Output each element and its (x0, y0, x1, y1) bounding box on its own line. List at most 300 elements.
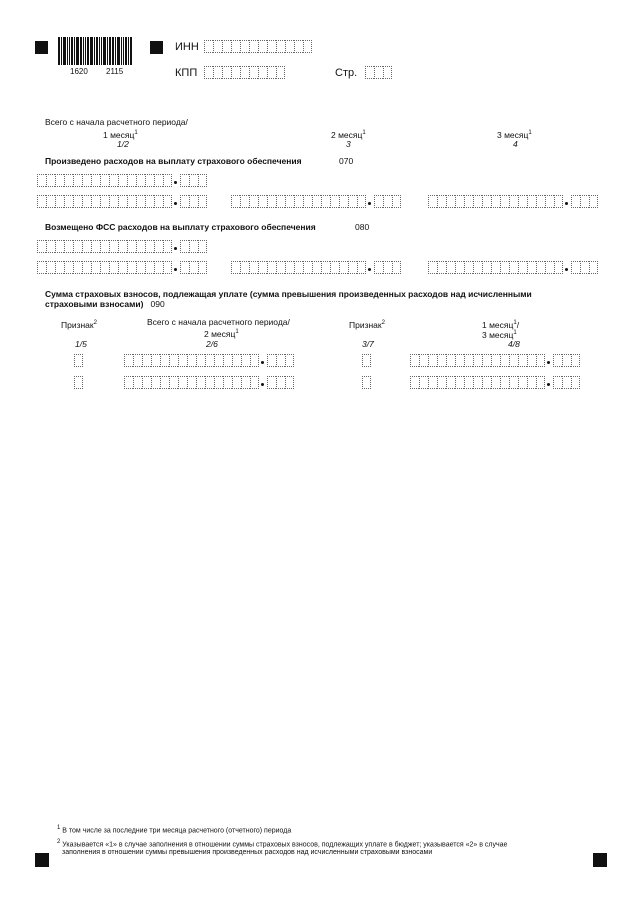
input-cell[interactable] (189, 240, 198, 253)
input-cell[interactable] (64, 174, 73, 187)
input-cell[interactable] (362, 376, 371, 389)
input-cell[interactable] (455, 195, 464, 208)
input-cell[interactable] (118, 240, 127, 253)
input-cell[interactable] (455, 376, 464, 389)
input-cell[interactable] (180, 174, 189, 187)
input-cell[interactable] (518, 261, 527, 274)
input-cell[interactable] (357, 195, 366, 208)
input-cell[interactable] (100, 240, 109, 253)
input-cell[interactable] (240, 66, 249, 79)
total-label-line2: 2 месяц$^1$ (204, 328, 239, 339)
input-cell[interactable] (527, 261, 536, 274)
input-cell[interactable] (55, 174, 64, 187)
input-cell[interactable] (189, 174, 198, 187)
page-number-field[interactable] (365, 66, 392, 79)
input-cell[interactable] (536, 376, 545, 389)
input-cell[interactable] (231, 195, 240, 208)
period-col2-label: 2 месяц$^1$ (331, 129, 366, 140)
input-cell[interactable] (241, 354, 250, 367)
input-cell[interactable] (509, 261, 518, 274)
input-cell[interactable] (82, 195, 91, 208)
input-cell[interactable] (196, 354, 205, 367)
input-cell[interactable] (374, 261, 383, 274)
input-cell[interactable] (142, 376, 151, 389)
barcode-bar (128, 37, 129, 65)
input-cell[interactable] (73, 261, 82, 274)
input-cell[interactable] (276, 376, 285, 389)
input-cell[interactable] (276, 66, 285, 79)
input-cell[interactable] (241, 376, 250, 389)
input-cell[interactable] (383, 261, 392, 274)
input-cell[interactable] (339, 195, 348, 208)
input-cell[interactable] (250, 354, 259, 367)
input-cell[interactable] (154, 174, 163, 187)
barcode-bar (83, 37, 84, 65)
input-cell[interactable] (589, 261, 598, 274)
input-cell[interactable] (204, 66, 213, 79)
input-cell[interactable] (64, 240, 73, 253)
input-cell[interactable] (571, 195, 580, 208)
input-cell[interactable] (473, 261, 482, 274)
section-090-label-line1: Сумма страховых взносов, подлежащая уплате (сумма превышения произведенных расходов над исчисленными (45, 289, 532, 299)
input-cell[interactable] (500, 376, 509, 389)
input-cell[interactable] (518, 195, 527, 208)
input-cell[interactable] (428, 376, 437, 389)
input-cell[interactable] (374, 195, 383, 208)
input-cell[interactable] (464, 376, 473, 389)
input-cell[interactable] (124, 376, 133, 389)
input-cell[interactable] (223, 376, 232, 389)
input-cell[interactable] (180, 195, 189, 208)
input-cell[interactable] (118, 261, 127, 274)
period-col1-label: 1 месяц$^1$ (103, 129, 138, 140)
input-cell[interactable] (545, 261, 554, 274)
section-080-label: Возмещено ФСС расходов на выплату страхового обеспечения (45, 222, 316, 232)
right-label-line1: 1 месяц$^1$/ (482, 319, 520, 330)
input-cell[interactable] (527, 195, 536, 208)
input-cell[interactable] (73, 174, 82, 187)
input-cell[interactable] (482, 376, 491, 389)
section-070-month2[interactable] (231, 195, 401, 208)
input-cell[interactable] (91, 261, 100, 274)
input-cell[interactable] (91, 195, 100, 208)
input-cell[interactable] (196, 376, 205, 389)
registration-mark-top-right (150, 41, 163, 54)
input-cell[interactable] (214, 376, 223, 389)
input-cell[interactable] (276, 195, 285, 208)
input-cell[interactable] (232, 354, 241, 367)
section-090-month-row1[interactable] (410, 354, 580, 367)
input-cell[interactable] (240, 195, 249, 208)
sign-right-row1[interactable] (362, 354, 371, 367)
input-cell[interactable] (276, 40, 285, 53)
input-cell[interactable] (258, 66, 267, 79)
sign-left-code: 1/5 (75, 339, 87, 349)
section-080-month1-row1[interactable] (37, 240, 207, 253)
section-070-month3[interactable] (428, 195, 598, 208)
registration-mark-bottom-right (593, 853, 607, 867)
input-cell[interactable] (455, 261, 464, 274)
input-cell[interactable] (127, 240, 136, 253)
input-cell[interactable] (267, 354, 276, 367)
section-090-month-row2[interactable] (410, 376, 580, 389)
input-cell[interactable] (249, 66, 258, 79)
period-col3-code: 4 (513, 139, 518, 149)
input-cell[interactable] (321, 195, 330, 208)
input-cell[interactable] (509, 354, 518, 367)
sign-left-row1[interactable] (74, 354, 83, 367)
input-cell[interactable] (589, 195, 598, 208)
barcode-bar (130, 37, 132, 65)
input-cell[interactable] (285, 195, 294, 208)
kpp-field[interactable] (204, 66, 285, 79)
input-cell[interactable] (55, 240, 64, 253)
input-cell[interactable] (491, 354, 500, 367)
input-cell[interactable] (554, 261, 563, 274)
input-cell[interactable] (285, 376, 294, 389)
barcode-bar (87, 37, 89, 65)
input-cell[interactable] (473, 195, 482, 208)
input-cell[interactable] (267, 195, 276, 208)
input-cell[interactable] (365, 66, 374, 79)
input-cell[interactable] (527, 376, 536, 389)
input-cell[interactable] (187, 354, 196, 367)
input-cell[interactable] (222, 66, 231, 79)
input-cell[interactable] (571, 354, 580, 367)
input-cell[interactable] (500, 261, 509, 274)
input-cell[interactable] (491, 376, 500, 389)
input-cell[interactable] (464, 261, 473, 274)
barcode-bar (109, 37, 111, 65)
input-cell[interactable] (500, 195, 509, 208)
input-cell[interactable] (127, 174, 136, 187)
input-cell[interactable] (294, 261, 303, 274)
input-cell[interactable] (392, 261, 401, 274)
input-cell[interactable] (419, 354, 428, 367)
input-cell[interactable] (100, 261, 109, 274)
input-cell[interactable] (491, 261, 500, 274)
input-cell[interactable] (428, 354, 437, 367)
input-cell[interactable] (482, 261, 491, 274)
input-cell[interactable] (374, 66, 383, 79)
sign-right-row2[interactable] (362, 376, 371, 389)
input-cell[interactable] (198, 240, 207, 253)
kpp-label: КПП (175, 67, 198, 79)
section-070-month1-row2[interactable] (37, 195, 207, 208)
input-cell[interactable] (127, 195, 136, 208)
input-cell[interactable] (446, 195, 455, 208)
input-cell[interactable] (571, 376, 580, 389)
footnote-2-line1: 2 Указывается «1» в случае заполнения в отношении суммы страховых взносов, подлежащих уплате в бюджет; указывается «2» в случае (57, 839, 508, 849)
input-cell[interactable] (527, 354, 536, 367)
input-cell[interactable] (410, 376, 419, 389)
input-cell[interactable] (473, 376, 482, 389)
inn-field[interactable] (204, 40, 312, 53)
input-cell[interactable] (222, 40, 231, 53)
input-cell[interactable] (136, 240, 145, 253)
input-cell[interactable] (545, 195, 554, 208)
input-cell[interactable] (154, 240, 163, 253)
input-cell[interactable] (154, 195, 163, 208)
input-cell[interactable] (145, 261, 154, 274)
input-cell[interactable] (464, 195, 473, 208)
input-cell[interactable] (249, 40, 258, 53)
input-cell[interactable] (383, 195, 392, 208)
input-cell[interactable] (169, 354, 178, 367)
input-cell[interactable] (446, 261, 455, 274)
barcode-bar (103, 37, 106, 65)
input-cell[interactable] (509, 376, 518, 389)
section-070-month1-row1[interactable] (37, 174, 207, 187)
input-cell[interactable] (276, 354, 285, 367)
input-cell[interactable] (231, 40, 240, 53)
input-cell[interactable] (482, 354, 491, 367)
input-cell[interactable] (303, 195, 312, 208)
input-cell[interactable] (178, 354, 187, 367)
input-cell[interactable] (428, 261, 437, 274)
input-cell[interactable] (145, 195, 154, 208)
input-cell[interactable] (267, 40, 276, 53)
input-cell[interactable] (136, 195, 145, 208)
input-cell[interactable] (37, 261, 46, 274)
input-cell[interactable] (231, 66, 240, 79)
input-cell[interactable] (455, 354, 464, 367)
input-cell[interactable] (37, 195, 46, 208)
input-cell[interactable] (285, 261, 294, 274)
input-cell[interactable] (213, 40, 222, 53)
input-cell[interactable] (91, 174, 100, 187)
input-cell[interactable] (169, 376, 178, 389)
input-cell[interactable] (109, 195, 118, 208)
barcode-bar (90, 37, 93, 65)
input-cell[interactable] (258, 40, 267, 53)
input-cell[interactable] (357, 261, 366, 274)
input-cell[interactable] (100, 195, 109, 208)
input-cell[interactable] (198, 174, 207, 187)
input-cell[interactable] (267, 66, 276, 79)
input-cell[interactable] (536, 354, 545, 367)
input-cell[interactable] (82, 261, 91, 274)
input-cell[interactable] (348, 195, 357, 208)
input-cell[interactable] (118, 174, 127, 187)
input-cell[interactable] (151, 376, 160, 389)
barcode-bar (99, 37, 100, 65)
input-cell[interactable] (312, 195, 321, 208)
input-cell[interactable] (163, 261, 172, 274)
input-cell[interactable] (482, 195, 491, 208)
input-cell[interactable] (189, 195, 198, 208)
section-080-month1-row2[interactable] (37, 261, 207, 274)
barcode-number-2: 2115 (106, 67, 124, 76)
input-cell[interactable] (419, 376, 428, 389)
input-cell[interactable] (163, 174, 172, 187)
input-cell[interactable] (109, 240, 118, 253)
barcode-bar (101, 37, 102, 65)
input-cell[interactable] (136, 174, 145, 187)
input-cell[interactable] (204, 40, 213, 53)
input-cell[interactable] (437, 195, 446, 208)
registration-mark-bottom-left (35, 853, 49, 867)
input-cell[interactable] (518, 376, 527, 389)
barcode-bar (96, 37, 98, 65)
period-col3-label: 3 месяц$^1$ (497, 129, 532, 140)
input-cell[interactable] (580, 261, 589, 274)
input-cell[interactable] (258, 195, 267, 208)
input-cell[interactable] (82, 240, 91, 253)
input-cell[interactable] (410, 354, 419, 367)
input-cell[interactable] (464, 354, 473, 367)
barcode-bar (125, 37, 127, 65)
input-cell[interactable] (55, 261, 64, 274)
input-cell[interactable] (145, 174, 154, 187)
barcode-bar (69, 37, 70, 65)
input-cell[interactable] (64, 195, 73, 208)
input-cell[interactable] (330, 261, 339, 274)
input-cell[interactable] (392, 195, 401, 208)
input-cell[interactable] (178, 376, 187, 389)
section-080-month3[interactable] (428, 261, 598, 274)
input-cell[interactable] (554, 195, 563, 208)
input-cell[interactable] (37, 240, 46, 253)
period-col2-code: 3 (346, 139, 351, 149)
input-cell[interactable] (46, 174, 55, 187)
input-cell[interactable] (267, 376, 276, 389)
input-cell[interactable] (109, 261, 118, 274)
input-cell[interactable] (55, 195, 64, 208)
input-cell[interactable] (303, 261, 312, 274)
barcode-bar (85, 37, 86, 65)
input-cell[interactable] (189, 261, 198, 274)
input-cell[interactable] (205, 376, 214, 389)
input-cell[interactable] (82, 174, 91, 187)
barcode-bar (80, 37, 82, 65)
input-cell[interactable] (136, 261, 145, 274)
input-cell[interactable] (154, 261, 163, 274)
input-cell[interactable] (562, 376, 571, 389)
footnote-2-line2: заполнения в отношении суммы превышения произведенных расходов над исчисленными страховыми взносами (62, 849, 433, 856)
input-cell[interactable] (250, 376, 259, 389)
sign-right-label: Признак$^2$ (349, 319, 385, 330)
input-cell[interactable] (198, 261, 207, 274)
input-cell[interactable] (536, 195, 545, 208)
input-cell[interactable] (46, 240, 55, 253)
input-cell[interactable] (303, 40, 312, 53)
input-cell[interactable] (276, 261, 285, 274)
input-cell[interactable] (312, 261, 321, 274)
input-cell[interactable] (285, 40, 294, 53)
input-cell[interactable] (37, 174, 46, 187)
input-cell[interactable] (553, 354, 562, 367)
input-cell[interactable] (232, 376, 241, 389)
input-cell[interactable] (348, 261, 357, 274)
input-cell[interactable] (437, 261, 446, 274)
input-cell[interactable] (163, 240, 172, 253)
input-cell[interactable] (213, 66, 222, 79)
input-cell[interactable] (231, 261, 240, 274)
input-cell[interactable] (127, 261, 136, 274)
input-cell[interactable] (91, 240, 100, 253)
input-cell[interactable] (509, 195, 518, 208)
sign-left-row2[interactable] (74, 376, 83, 389)
input-cell[interactable] (214, 354, 223, 367)
input-cell[interactable] (580, 195, 589, 208)
input-cell[interactable] (163, 195, 172, 208)
input-cell[interactable] (339, 261, 348, 274)
input-cell[interactable] (491, 195, 500, 208)
input-cell[interactable] (500, 354, 509, 367)
section-080-code: 080 (355, 222, 370, 232)
input-cell[interactable] (124, 354, 133, 367)
input-cell[interactable] (198, 195, 207, 208)
input-cell[interactable] (294, 40, 303, 53)
input-cell[interactable] (187, 376, 196, 389)
input-cell[interactable] (285, 354, 294, 367)
input-cell[interactable] (74, 376, 83, 389)
input-cell[interactable] (437, 376, 446, 389)
input-cell[interactable] (321, 261, 330, 274)
input-cell[interactable] (160, 354, 169, 367)
input-cell[interactable] (240, 40, 249, 53)
input-cell[interactable] (473, 354, 482, 367)
input-cell[interactable] (64, 261, 73, 274)
input-cell[interactable] (437, 354, 446, 367)
input-cell[interactable] (562, 354, 571, 367)
input-cell[interactable] (100, 174, 109, 187)
input-cell[interactable] (446, 376, 455, 389)
input-cell[interactable] (362, 354, 371, 367)
input-cell[interactable] (571, 261, 580, 274)
input-cell[interactable] (145, 240, 154, 253)
input-cell[interactable] (205, 354, 214, 367)
input-cell[interactable] (133, 376, 142, 389)
input-cell[interactable] (180, 261, 189, 274)
input-cell[interactable] (446, 354, 455, 367)
barcode-bar (67, 37, 68, 65)
input-cell[interactable] (267, 261, 276, 274)
section-090-total-row2[interactable] (124, 376, 294, 389)
input-cell[interactable] (258, 261, 267, 274)
input-cell[interactable] (160, 376, 169, 389)
input-cell[interactable] (223, 354, 232, 367)
section-090-total-row1[interactable] (124, 354, 294, 367)
barcode-bar (63, 37, 66, 65)
input-cell[interactable] (249, 261, 258, 274)
input-cell[interactable] (142, 354, 151, 367)
input-cell[interactable] (249, 195, 258, 208)
input-cell[interactable] (151, 354, 160, 367)
input-cell[interactable] (180, 240, 189, 253)
input-cell[interactable] (73, 240, 82, 253)
barcode-bar (61, 37, 62, 65)
input-cell[interactable] (74, 354, 83, 367)
period-intro: Всего с начала расчетного периода/ (45, 117, 188, 127)
input-cell[interactable] (330, 195, 339, 208)
input-cell[interactable] (553, 376, 562, 389)
input-cell[interactable] (118, 195, 127, 208)
input-cell[interactable] (383, 66, 392, 79)
input-cell[interactable] (240, 261, 249, 274)
input-cell[interactable] (536, 261, 545, 274)
input-cell[interactable] (133, 354, 142, 367)
input-cell[interactable] (518, 354, 527, 367)
section-080-month2[interactable] (231, 261, 401, 274)
input-cell[interactable] (46, 195, 55, 208)
input-cell[interactable] (46, 261, 55, 274)
input-cell[interactable] (73, 195, 82, 208)
input-cell[interactable] (294, 195, 303, 208)
input-cell[interactable] (109, 174, 118, 187)
input-cell[interactable] (428, 195, 437, 208)
